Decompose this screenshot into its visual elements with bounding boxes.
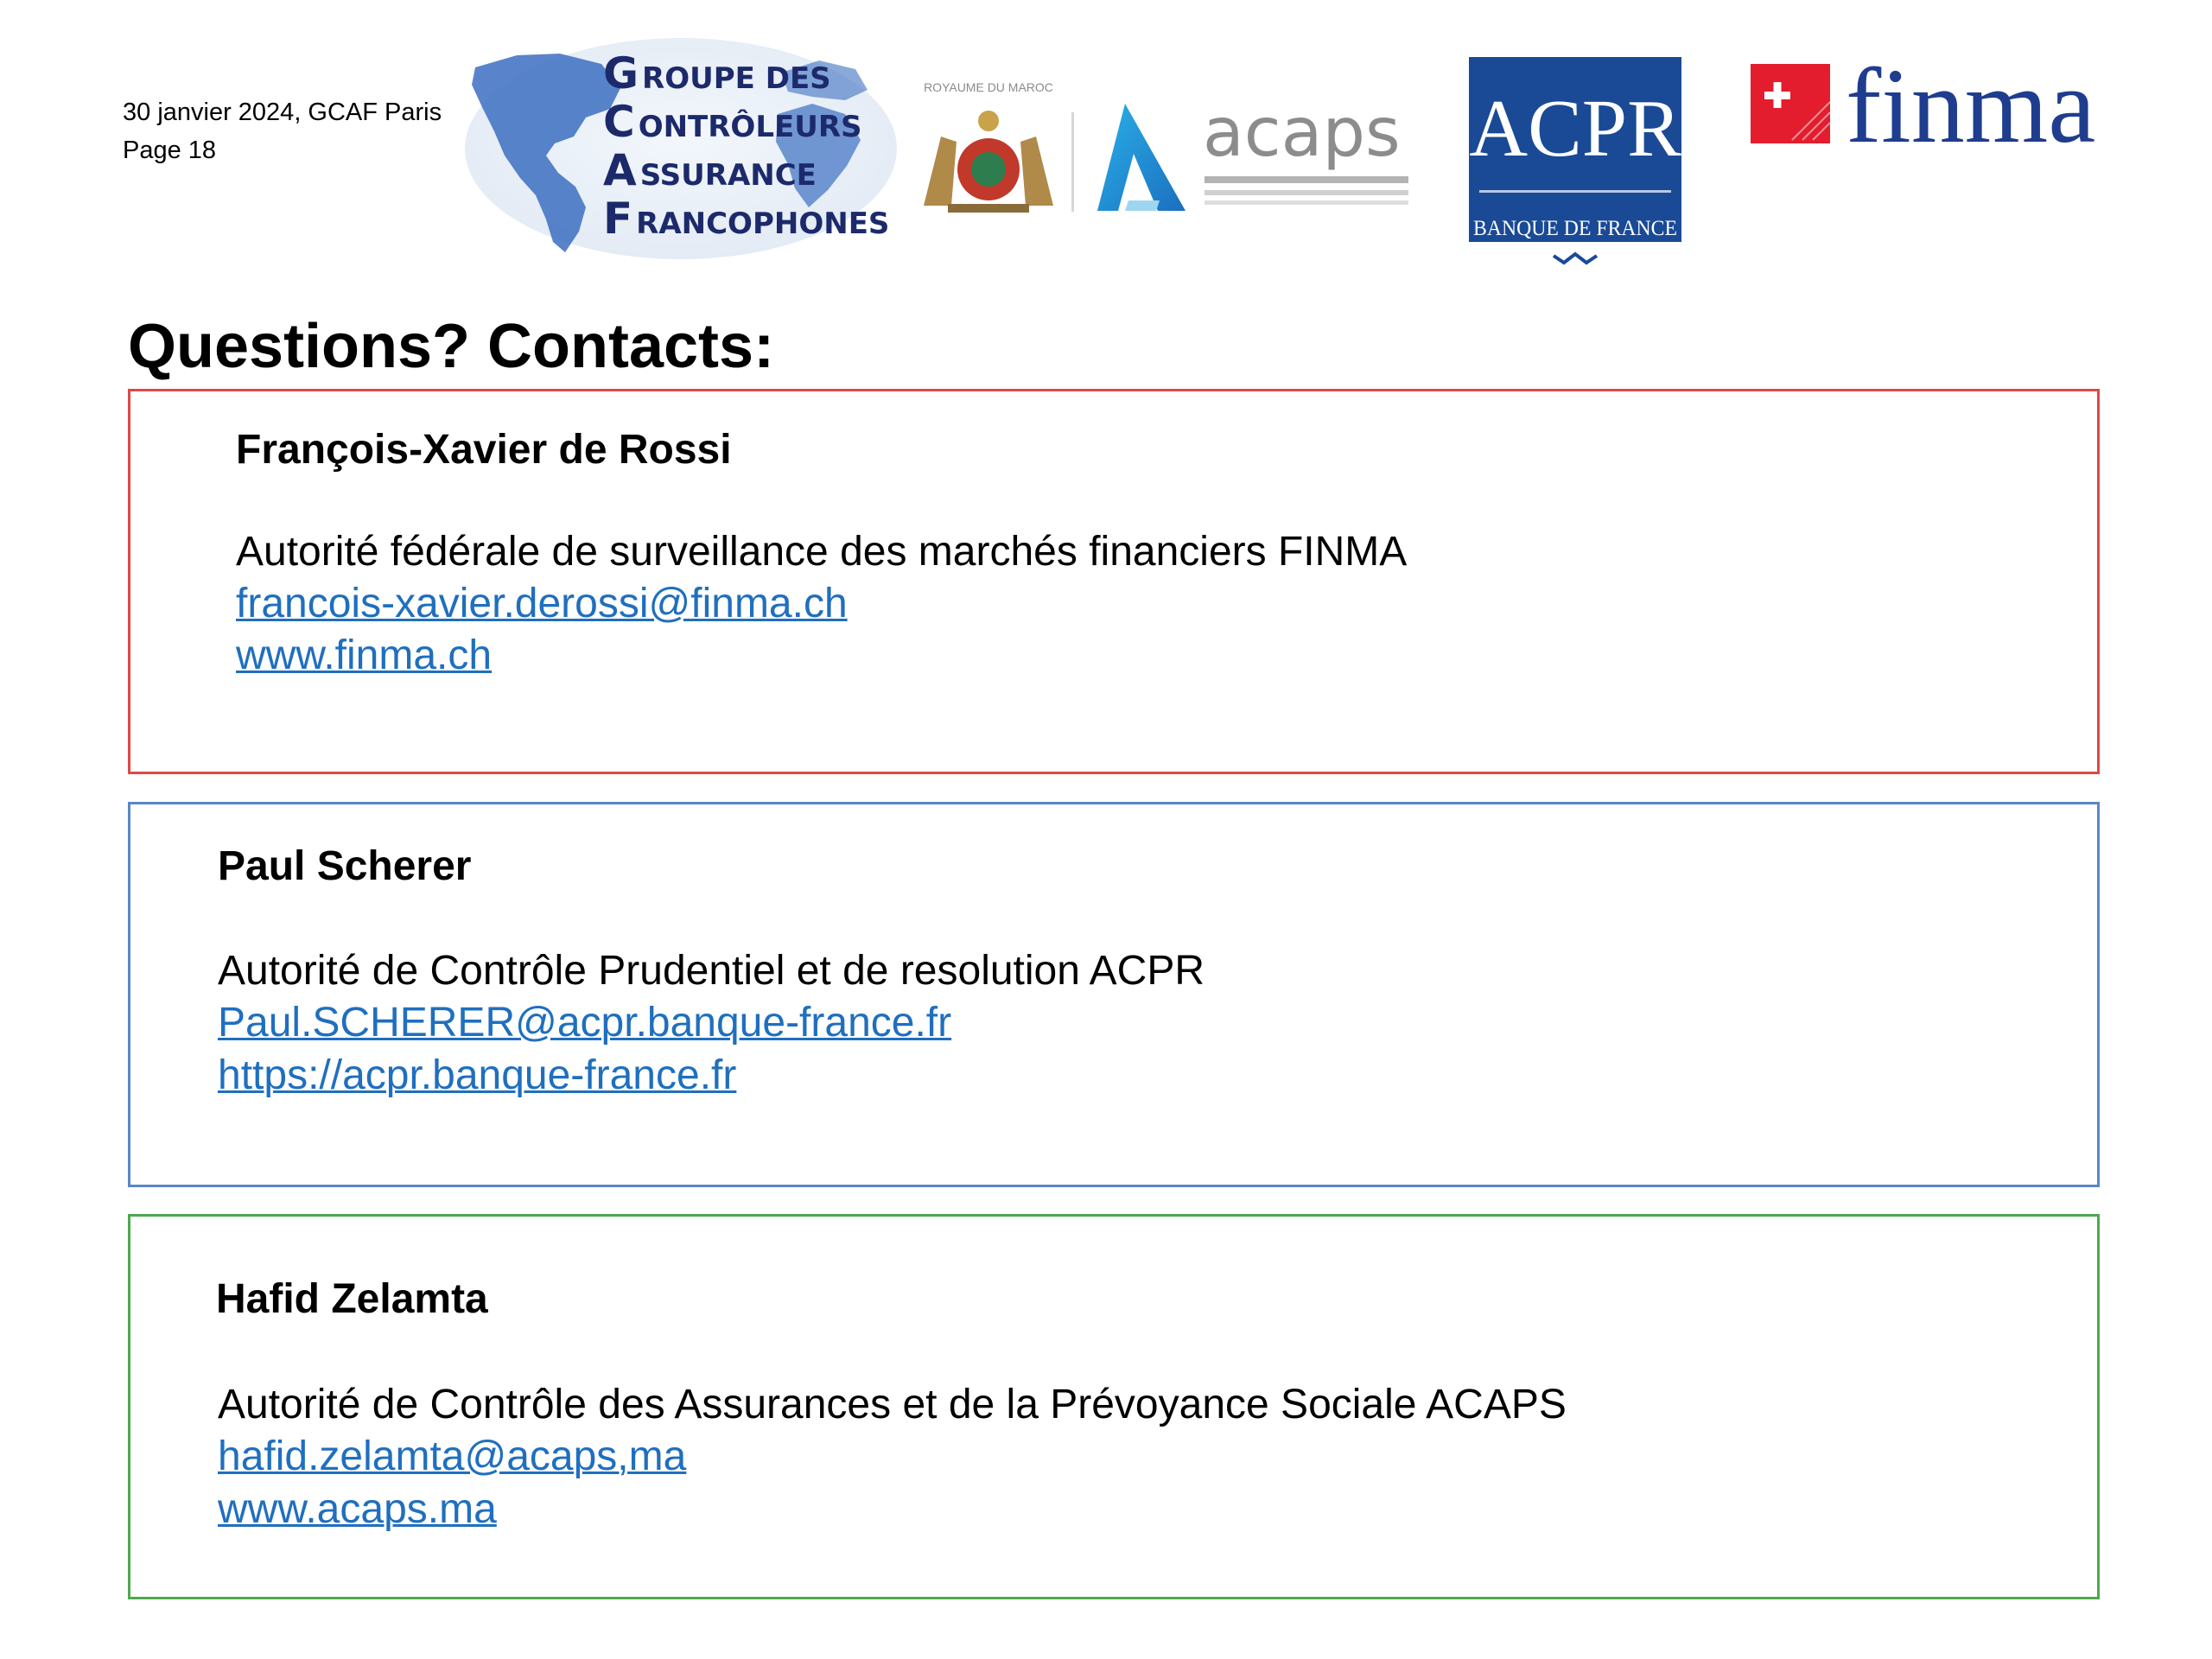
contact-website-link[interactable]: www.finma.ch bbox=[236, 632, 493, 678]
gcaf-initial-g: G bbox=[603, 48, 639, 99]
maroc-caption: ROYAUME DU MAROC bbox=[924, 80, 1053, 94]
logo-divider bbox=[1071, 112, 1074, 212]
contact-organization: Autorité fédérale de surveillance des marchés financiers FINMA bbox=[236, 529, 1408, 575]
contact-email-link[interactable]: hafid.zelamta@acaps,ma bbox=[218, 1433, 687, 1479]
maroc-crown-shape bbox=[978, 111, 999, 131]
contact-organization: Autorité de Contrôle Prudentiel et de resolution ACPR bbox=[218, 948, 1205, 994]
contact-email-link[interactable]: Paul.SCHERER@acpr.banque-france.fr bbox=[218, 1000, 952, 1046]
contact-name: François-Xavier de Rossi bbox=[236, 427, 732, 473]
contact-name: Paul Scherer bbox=[218, 843, 472, 889]
contact-name: Hafid Zelamta bbox=[216, 1276, 488, 1322]
gcaf-logo bbox=[456, 35, 901, 264]
maroc-coat-of-arms-logo bbox=[912, 76, 1065, 221]
contact-card-finma bbox=[128, 389, 2100, 774]
contact-email-link[interactable]: francois-xavier.derossi@finma.ch bbox=[236, 581, 848, 626]
gcaf-rest-1: ROUPE DES bbox=[642, 61, 831, 96]
date-event: 30 janvier 2024, GCAF Paris bbox=[123, 99, 442, 126]
acaps-a-mark-icon bbox=[1097, 104, 1185, 211]
gcaf-initial-c: C bbox=[603, 97, 635, 147]
slide-meta bbox=[123, 93, 442, 169]
contact-card-acaps bbox=[128, 1214, 2100, 1599]
page-title: Questions? Contacts: bbox=[128, 312, 775, 381]
acpr-banque-de-france-logo bbox=[1459, 52, 1692, 268]
gcaf-initial-f: F bbox=[603, 194, 633, 244]
acpr-subtitle: BANQUE DE FRANCE bbox=[1473, 217, 1677, 240]
gcaf-initial-a: A bbox=[603, 145, 637, 195]
gcaf-rest-2: ONTRÔLEURS bbox=[638, 110, 862, 144]
contact-organization: Autorité de Contrôle des Assurances et de la Prévoyance Sociale ACAPS bbox=[218, 1382, 1567, 1427]
gcaf-rest-3: SSURANCE bbox=[639, 158, 817, 193]
acaps-wordmark: acaps bbox=[1203, 95, 1401, 172]
finma-wordmark: finma bbox=[1846, 54, 2096, 153]
contact-website-link[interactable]: https://acpr.banque-france.fr bbox=[218, 1052, 737, 1098]
acaps-logo bbox=[1090, 95, 1427, 220]
contact-website-link[interactable]: www.acaps.ma bbox=[218, 1486, 497, 1532]
swiss-flag-icon bbox=[1751, 64, 1830, 143]
contact-card-acpr bbox=[128, 802, 2100, 1187]
finma-logo bbox=[1747, 54, 2110, 153]
acpr-wordmark: ACPR bbox=[1469, 84, 1681, 174]
maroc-lion-left-shape bbox=[924, 137, 957, 206]
gcaf-rest-4: RANCOPHONES bbox=[636, 207, 890, 241]
maroc-lion-right-shape bbox=[1020, 137, 1053, 206]
page-number: Page 18 bbox=[123, 137, 217, 164]
